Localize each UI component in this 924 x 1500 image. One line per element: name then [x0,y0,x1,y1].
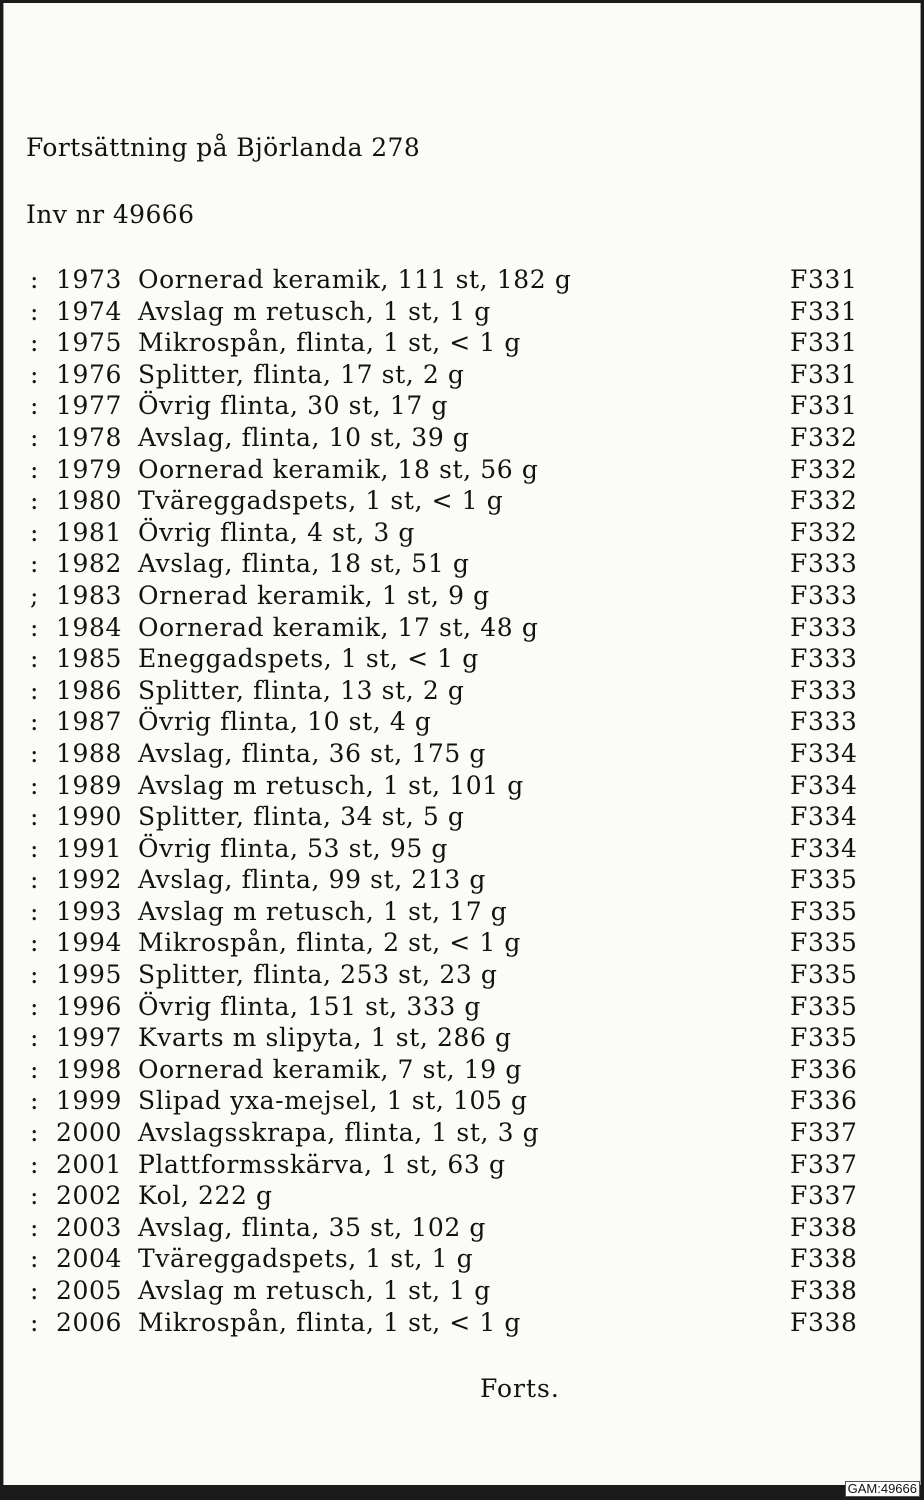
entry-description: Tväreggadspets, 1 st, < 1 g [138,486,504,516]
continuation-title: Fortsättning på Björlanda 278 [26,133,421,162]
entry-description: Oornerad keramik, 111 st, 182 g [138,265,572,294]
entry-mark: : [30,928,39,958]
entry-number: 1975 [56,328,123,358]
entry-mark: : [30,265,39,294]
entry-mark: : [30,1054,39,1084]
entry-ref: F331 [790,391,858,421]
entry-ref: F333 [790,580,858,610]
list-item [4,485,920,517]
entry-mark: : [30,1023,39,1053]
list-item [4,1275,920,1307]
entry-number: 1987 [56,707,123,737]
entry-mark: : [30,391,39,421]
entry-number: 1998 [56,1054,123,1084]
entry-number: 1983 [56,580,123,610]
archive-stamp: GAM:49666 [845,1481,920,1497]
entry-number: 1974 [56,296,123,326]
entry-description: Avslag m retusch, 1 st, 101 g [138,770,524,800]
entry-number: 1985 [56,644,123,674]
entry-number: 1993 [56,896,123,926]
entry-description: Ornerad keramik, 1 st, 9 g [138,580,490,610]
entry-number: 2004 [56,1244,123,1274]
list-item [4,327,920,359]
entry-ref: F334 [790,802,858,832]
list-item [4,1085,920,1117]
list-item [4,390,920,422]
entry-description: Avslag, flinta, 35 st, 102 g [138,1212,486,1242]
list-item [4,801,920,833]
entry-ref: F333 [790,549,858,579]
entry-ref: F333 [790,707,858,737]
entry-description: Avslag, flinta, 99 st, 213 g [138,865,486,895]
entry-mark: : [30,328,39,358]
entry-number: 2003 [56,1212,123,1242]
entry-number: 1988 [56,738,123,768]
entry-number: 1976 [56,359,123,389]
entry-description: Plattformsskärva, 1 st, 63 g [138,1149,506,1179]
entry-description: Oornerad keramik, 18 st, 56 g [138,454,539,484]
entry-number: 2006 [56,1307,123,1337]
entry-ref: F338 [790,1244,858,1274]
list-item [4,264,920,296]
entry-number: 1996 [56,991,123,1021]
entry-description: Avslag, flinta, 18 st, 51 g [138,549,470,579]
entry-description: Tväreggadspets, 1 st, 1 g [138,1244,474,1274]
entry-number: 2002 [56,1181,123,1211]
list-item [4,580,920,612]
entry-ref: F333 [790,612,858,642]
entry-number: 2005 [56,1276,123,1305]
list-item [4,612,920,644]
catalogue-card [3,3,921,1485]
entry-description: Slipad yxa-mejsel, 1 st, 105 g [138,1086,528,1116]
entry-description: Kvarts m slipyta, 1 st, 286 g [138,1023,512,1053]
list-item [4,454,920,486]
entry-mark: : [30,960,39,990]
entry-list [4,264,920,1338]
entry-description: Övrig flinta, 30 st, 17 g [138,391,448,421]
entry-description: Splitter, flinta, 253 st, 23 g [138,960,498,990]
entry-ref: F335 [790,1023,858,1053]
entry-description: Övrig flinta, 53 st, 95 g [138,833,448,863]
entry-description: Splitter, flinta, 13 st, 2 g [138,675,465,705]
entry-description: Avslagsskrapa, flinta, 1 st, 3 g [138,1118,540,1148]
list-item [4,706,920,738]
entry-number: 1997 [56,1023,123,1053]
entry-ref: F334 [790,738,858,768]
entry-description: Eneggadspets, 1 st, < 1 g [138,644,479,674]
entry-number: 1973 [56,265,123,294]
entry-mark: : [30,770,39,800]
entry-number: 2000 [56,1118,123,1148]
entry-mark: : [30,296,39,326]
list-item [4,833,920,865]
entry-ref: F333 [790,644,858,674]
entry-ref: F331 [790,328,858,358]
entry-mark: : [30,738,39,768]
list-item [4,422,920,454]
entry-mark: : [30,359,39,389]
entry-description: Avslag, flinta, 10 st, 39 g [138,422,470,452]
entry-number: 1978 [56,422,123,452]
entry-number: 1980 [56,486,123,516]
list-item [4,548,920,580]
entry-number: 1977 [56,391,123,421]
entry-description: Oornerad keramik, 7 st, 19 g [138,1054,522,1084]
entry-description: Avslag m retusch, 1 st, 1 g [138,1276,491,1305]
entry-ref: F338 [790,1307,858,1337]
entry-mark: ; [30,580,39,610]
entry-number: 2001 [56,1149,123,1179]
entry-ref: F331 [790,265,858,294]
entry-number: 1982 [56,549,123,579]
entry-mark: : [30,549,39,579]
entry-ref: F336 [790,1054,858,1084]
entry-number: 1994 [56,928,123,958]
entry-number: 1984 [56,612,123,642]
entry-ref: F336 [790,1086,858,1116]
entry-number: 1989 [56,770,123,800]
entry-number: 1981 [56,517,123,547]
entry-mark: : [30,1276,39,1305]
list-item [4,738,920,770]
entry-description: Mikrospån, flinta, 1 st, < 1 g [138,328,522,358]
entry-mark: : [30,1181,39,1211]
entry-ref: F337 [790,1118,858,1148]
entry-ref: F335 [790,960,858,990]
entry-description: Övrig flinta, 151 st, 333 g [138,991,482,1021]
entry-number: 1995 [56,960,123,990]
entry-description: Avslag m retusch, 1 st, 17 g [138,896,508,926]
entry-mark: : [30,422,39,452]
entry-description: Övrig flinta, 4 st, 3 g [138,517,415,547]
scan-border-bottom [0,1485,924,1500]
entry-ref: F335 [790,991,858,1021]
list-item [4,959,920,991]
list-item [4,1117,920,1149]
entry-mark: : [30,802,39,832]
entry-ref: F334 [790,833,858,863]
entry-mark: : [30,1244,39,1274]
entry-description: Mikrospån, flinta, 2 st, < 1 g [138,928,522,958]
entry-number: 1990 [56,802,123,832]
list-item [4,675,920,707]
entry-mark: : [30,1307,39,1337]
list-item [4,770,920,802]
entry-description: Övrig flinta, 10 st, 4 g [138,707,432,737]
list-item [4,1180,920,1212]
entry-mark: : [30,644,39,674]
entry-mark: : [30,1149,39,1179]
entry-description: Kol, 222 g [138,1181,273,1211]
entry-description: Mikrospån, flinta, 1 st, < 1 g [138,1307,522,1337]
entry-mark: : [30,707,39,737]
entry-ref: F337 [790,1149,858,1179]
inventory-number: Inv nr 49666 [26,200,195,229]
entry-mark: : [30,612,39,642]
entry-ref: F338 [790,1212,858,1242]
list-item [4,517,920,549]
list-item [4,1149,920,1181]
entry-number: 1999 [56,1086,123,1116]
entry-mark: : [30,1118,39,1148]
entry-mark: : [30,991,39,1021]
list-item [4,1212,920,1244]
list-item [4,1307,920,1339]
list-item [4,1054,920,1086]
entry-description: Splitter, flinta, 34 st, 5 g [138,802,465,832]
list-item [4,643,920,675]
entry-number: 1986 [56,675,123,705]
entry-description: Oornerad keramik, 17 st, 48 g [138,612,539,642]
entry-ref: F331 [790,359,858,389]
entry-ref: F332 [790,517,858,547]
entry-number: 1979 [56,454,123,484]
entry-number: 1992 [56,865,123,895]
continued-note: Forts. [480,1374,560,1403]
list-item [4,896,920,928]
entry-mark: : [30,865,39,895]
entry-ref: F332 [790,486,858,516]
entry-ref: F332 [790,454,858,484]
entry-mark: : [30,454,39,484]
entry-ref: F334 [790,770,858,800]
entry-mark: : [30,675,39,705]
entry-ref: F335 [790,865,858,895]
list-item [4,359,920,391]
list-item [4,296,920,328]
entry-mark: : [30,1212,39,1242]
entry-mark: : [30,486,39,516]
list-item [4,1243,920,1275]
entry-mark: : [30,833,39,863]
entry-description: Splitter, flinta, 17 st, 2 g [138,359,465,389]
entry-ref: F331 [790,296,858,326]
entry-description: Avslag m retusch, 1 st, 1 g [138,296,491,326]
entry-ref: F333 [790,675,858,705]
list-item [4,864,920,896]
entry-ref: F337 [790,1181,858,1211]
entry-ref: F338 [790,1276,858,1305]
entry-description: Avslag, flinta, 36 st, 175 g [138,738,486,768]
entry-mark: : [30,1086,39,1116]
entry-ref: F332 [790,422,858,452]
entry-mark: : [30,517,39,547]
list-item [4,1022,920,1054]
entry-ref: F335 [790,928,858,958]
list-item [4,927,920,959]
entry-mark: : [30,896,39,926]
entry-ref: F335 [790,896,858,926]
entry-number: 1991 [56,833,123,863]
list-item [4,991,920,1023]
